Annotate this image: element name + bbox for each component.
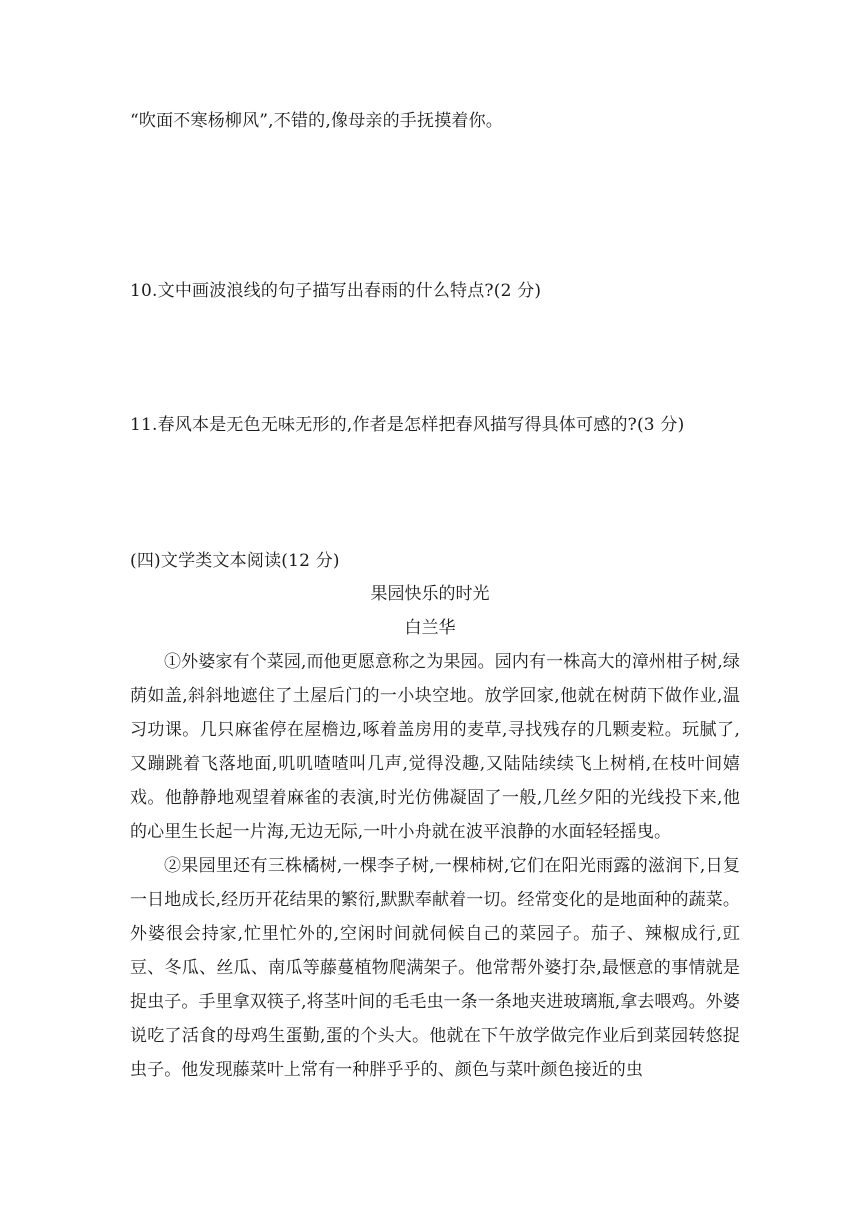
previous-answer-text: “吹面不寒杨柳风”,不错的,像母亲的手抚摸着你。 — [130, 111, 503, 131]
question-11: 11.春风本是无色无味无形的,作者是怎样把春风描写得具体可感的?(3 分) — [130, 415, 685, 435]
article-title: 果园快乐的时光 — [370, 584, 490, 604]
section-heading: (四)文学类文本阅读(12 分) — [130, 551, 340, 571]
question-10: 10.文中画波浪线的句子描写出春雨的什么特点?(2 分) — [130, 281, 542, 301]
article-author: 白兰华 — [404, 618, 456, 638]
article-paragraph-1: ①外婆家有个菜园,而他更愿意称之为果园。园内有一株高大的漳州柑子树,绿荫如盖,斜斜地遮住了土屋后门的一小块空地。放学回家,他就在树荫下做作业,温习功课。几只麻雀停在屋檐边,啄着盖房用的麦草,寻找残存的几颗麦粒。玩腻了,又蹦跳着飞落地面,叽叽喳喳叫几声,觉得没趣,又陆陆续续飞上树梢,在枝叶间嬉戏。他静静地观望着麻雀的表演,时光仿佛凝固了一般,几丝夕阳的光线投下来,他的心里生长起一片海,无边无际,一叶小舟就在波平浪静的水面轻轻摇曳。 — [130, 652, 740, 842]
article-paragraph-2: ②果园里还有三株橘树,一棵李子树,一棵柿树,它们在阳光雨露的滋润下,日复一日地成长,经历开花结果的繁衍,默默奉献着一切。经常变化的是地面种的蔬菜。外婆很会持家,忙里忙外的,空闲时间就伺候自己的菜园子。茄子、辣椒成行,豇豆、冬瓜、丝瓜、南瓜等藤蔓植物爬满架子。他常帮外婆打杂,最惬意的事情就是捉虫子。手里拿双筷子,将茎叶间的毛毛虫一条一条地夹进玻璃瓶,拿去喂鸡。外婆说吃了活食的母鸡生蛋勤,蛋的个头大。他就在下午放学做完作业后到菜园转悠捉虫子。他发现藤菜叶上常有一种胖乎乎的、颜色与菜叶颜色接近的虫 — [130, 856, 740, 1080]
